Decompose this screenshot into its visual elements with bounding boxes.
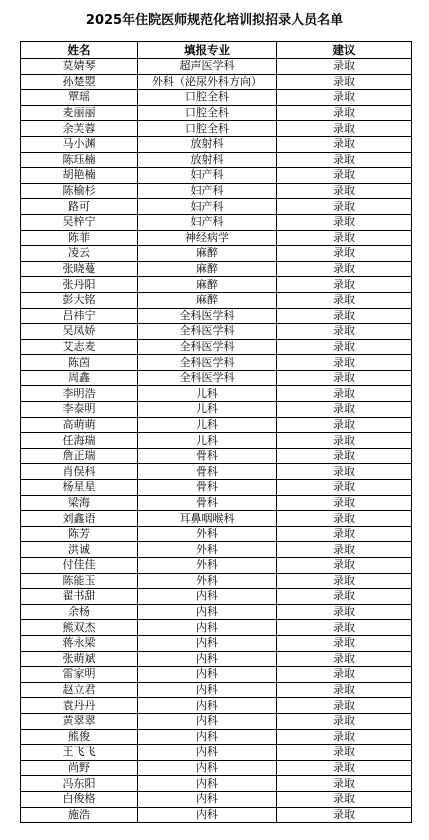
table-row — [21, 635, 412, 651]
cell-specialty: 内科 — [138, 760, 277, 776]
cell-recommendation: 录取 — [277, 433, 412, 449]
cell-specialty: 放射科 — [138, 152, 277, 168]
table-row — [21, 308, 412, 324]
cell-recommendation: 录取 — [277, 230, 412, 246]
table-row — [21, 433, 412, 449]
cell-name: 张晓蔓 — [21, 261, 138, 277]
table-row — [21, 230, 412, 246]
cell-recommendation: 录取 — [277, 59, 412, 75]
cell-specialty: 内科 — [138, 667, 277, 683]
cell-specialty: 麻醉 — [138, 261, 277, 277]
table-row — [21, 339, 412, 355]
cell-recommendation: 录取 — [277, 339, 412, 355]
cell-name: 付佳佳 — [21, 558, 138, 574]
header-name: 姓名 — [21, 42, 138, 59]
cell-recommendation: 录取 — [277, 90, 412, 106]
cell-specialty: 内科 — [138, 745, 277, 761]
cell-recommendation: 录取 — [277, 464, 412, 480]
cell-name: 熊双杰 — [21, 620, 138, 636]
cell-name: 覃瑶 — [21, 90, 138, 106]
table-row — [21, 573, 412, 589]
cell-specialty: 麻醉 — [138, 292, 277, 308]
roster-table — [20, 41, 412, 823]
table-row — [21, 698, 412, 714]
cell-name: 袁丹丹 — [21, 698, 138, 714]
cell-specialty: 口腔全科 — [138, 90, 277, 106]
cell-name: 詹正瑞 — [21, 448, 138, 464]
cell-recommendation: 录取 — [277, 105, 412, 121]
cell-recommendation: 录取 — [277, 589, 412, 605]
cell-recommendation: 录取 — [277, 635, 412, 651]
cell-name: 李泰明 — [21, 402, 138, 418]
cell-recommendation: 录取 — [277, 168, 412, 184]
cell-specialty: 骨科 — [138, 495, 277, 511]
cell-name: 高萌萌 — [21, 417, 138, 433]
cell-recommendation: 录取 — [277, 776, 412, 792]
cell-specialty: 内科 — [138, 729, 277, 745]
cell-recommendation: 录取 — [277, 261, 412, 277]
table-row — [21, 682, 412, 698]
table-row — [21, 59, 412, 75]
cell-recommendation: 录取 — [277, 542, 412, 558]
cell-recommendation: 录取 — [277, 526, 412, 542]
cell-recommendation: 录取 — [277, 448, 412, 464]
cell-recommendation: 录取 — [277, 292, 412, 308]
cell-recommendation: 录取 — [277, 152, 412, 168]
cell-specialty: 外科 — [138, 542, 277, 558]
table-row — [21, 417, 412, 433]
cell-specialty: 儿科 — [138, 417, 277, 433]
cell-name: 余芙蓉 — [21, 121, 138, 137]
table-row — [21, 495, 412, 511]
cell-specialty: 内科 — [138, 698, 277, 714]
cell-recommendation: 录取 — [277, 324, 412, 340]
cell-recommendation: 录取 — [277, 760, 412, 776]
cell-name: 吴梓宁 — [21, 214, 138, 230]
cell-specialty: 放射科 — [138, 136, 277, 152]
cell-name: 尚野 — [21, 760, 138, 776]
table-row — [21, 183, 412, 199]
cell-recommendation: 录取 — [277, 386, 412, 402]
cell-specialty: 外科 — [138, 526, 277, 542]
cell-name: 雷家明 — [21, 667, 138, 683]
table-row — [21, 745, 412, 761]
cell-specialty: 外科 — [138, 573, 277, 589]
cell-name: 张萌斌 — [21, 651, 138, 667]
cell-name: 吴凤娇 — [21, 324, 138, 340]
table-row — [21, 261, 412, 277]
cell-name: 梁海 — [21, 495, 138, 511]
cell-recommendation: 录取 — [277, 667, 412, 683]
cell-recommendation: 录取 — [277, 558, 412, 574]
table-row — [21, 199, 412, 215]
cell-name: 陈茵 — [21, 355, 138, 371]
cell-recommendation: 录取 — [277, 246, 412, 262]
cell-name: 蒋永梁 — [21, 635, 138, 651]
cell-recommendation: 录取 — [277, 745, 412, 761]
cell-recommendation: 录取 — [277, 791, 412, 807]
cell-specialty: 妇产科 — [138, 214, 277, 230]
cell-recommendation: 录取 — [277, 480, 412, 496]
cell-specialty: 全科医学科 — [138, 355, 277, 371]
cell-name: 彭大铭 — [21, 292, 138, 308]
cell-specialty: 内科 — [138, 682, 277, 698]
cell-specialty: 神经病学 — [138, 230, 277, 246]
cell-name: 翟书甜 — [21, 589, 138, 605]
cell-specialty: 内科 — [138, 620, 277, 636]
table-row — [21, 370, 412, 386]
cell-name: 凌云 — [21, 246, 138, 262]
cell-name: 余杨 — [21, 604, 138, 620]
cell-name: 张丹阳 — [21, 277, 138, 293]
cell-specialty: 全科医学科 — [138, 370, 277, 386]
cell-specialty: 口腔全科 — [138, 105, 277, 121]
cell-specialty: 麻醉 — [138, 277, 277, 293]
table-row — [21, 713, 412, 729]
cell-specialty: 内科 — [138, 604, 277, 620]
cell-name: 陈菲 — [21, 230, 138, 246]
table-row — [21, 480, 412, 496]
table-row — [21, 526, 412, 542]
table-row — [21, 121, 412, 137]
cell-name: 路可 — [21, 199, 138, 215]
table-row — [21, 292, 412, 308]
cell-specialty: 内科 — [138, 635, 277, 651]
cell-recommendation: 录取 — [277, 183, 412, 199]
cell-specialty: 儿科 — [138, 433, 277, 449]
cell-specialty: 妇产科 — [138, 183, 277, 199]
cell-specialty: 儿科 — [138, 402, 277, 418]
roster-body — [21, 59, 412, 823]
table-row — [21, 448, 412, 464]
cell-recommendation: 录取 — [277, 495, 412, 511]
cell-recommendation: 录取 — [277, 573, 412, 589]
cell-name: 马小渊 — [21, 136, 138, 152]
cell-recommendation: 录取 — [277, 136, 412, 152]
table-row — [21, 168, 412, 184]
cell-recommendation: 录取 — [277, 308, 412, 324]
table-row — [21, 402, 412, 418]
document-title: 2025年住院医师规范化培训拟招录人员名单 — [85, 13, 344, 28]
cell-name: 白俊格 — [21, 791, 138, 807]
cell-specialty: 妇产科 — [138, 168, 277, 184]
cell-name: 陈榆杉 — [21, 183, 138, 199]
cell-name: 吕祎宁 — [21, 308, 138, 324]
cell-recommendation: 录取 — [277, 199, 412, 215]
cell-specialty: 内科 — [138, 713, 277, 729]
cell-recommendation: 录取 — [277, 277, 412, 293]
cell-name: 胡艳楠 — [21, 168, 138, 184]
cell-recommendation: 录取 — [277, 807, 412, 823]
cell-name: 李明浩 — [21, 386, 138, 402]
cell-recommendation: 录取 — [277, 74, 412, 90]
cell-recommendation: 录取 — [277, 511, 412, 527]
table-row — [21, 136, 412, 152]
cell-recommendation: 录取 — [277, 402, 412, 418]
table-row — [21, 355, 412, 371]
cell-name: 肖俣科 — [21, 464, 138, 480]
table-row — [21, 542, 412, 558]
table-row — [21, 246, 412, 262]
cell-specialty: 外科 — [138, 558, 277, 574]
cell-specialty: 全科医学科 — [138, 324, 277, 340]
table-row — [21, 667, 412, 683]
cell-recommendation: 录取 — [277, 682, 412, 698]
cell-name: 陈能玉 — [21, 573, 138, 589]
cell-specialty: 骨科 — [138, 480, 277, 496]
table-row — [21, 464, 412, 480]
header-row — [21, 42, 412, 59]
table-row — [21, 558, 412, 574]
cell-name: 洪诚 — [21, 542, 138, 558]
table-row — [21, 729, 412, 745]
cell-name: 赵立君 — [21, 682, 138, 698]
cell-name: 冯东阳 — [21, 776, 138, 792]
cell-name: 陈芳 — [21, 526, 138, 542]
table-row — [21, 386, 412, 402]
cell-specialty: 全科医学科 — [138, 308, 277, 324]
table-row — [21, 214, 412, 230]
cell-name: 王飞飞 — [21, 745, 138, 761]
cell-name: 刘鑫语 — [21, 511, 138, 527]
cell-specialty: 儿科 — [138, 386, 277, 402]
table-row — [21, 791, 412, 807]
table-row — [21, 776, 412, 792]
cell-recommendation: 录取 — [277, 417, 412, 433]
cell-recommendation: 录取 — [277, 698, 412, 714]
header-recommendation: 建议 — [277, 42, 412, 59]
cell-specialty: 内科 — [138, 651, 277, 667]
cell-name: 黄翠翠 — [21, 713, 138, 729]
cell-recommendation: 录取 — [277, 620, 412, 636]
cell-specialty: 骨科 — [138, 464, 277, 480]
cell-specialty: 妇产科 — [138, 199, 277, 215]
cell-name: 杨星星 — [21, 480, 138, 496]
table-row — [21, 651, 412, 667]
cell-recommendation: 录取 — [277, 121, 412, 137]
table-row — [21, 760, 412, 776]
table-row — [21, 74, 412, 90]
cell-name: 周鑫 — [21, 370, 138, 386]
cell-name: 陈珏楠 — [21, 152, 138, 168]
table-row — [21, 589, 412, 605]
table-row — [21, 90, 412, 106]
cell-recommendation: 录取 — [277, 370, 412, 386]
table-row — [21, 324, 412, 340]
cell-name: 孙楚曌 — [21, 74, 138, 90]
cell-recommendation: 录取 — [277, 604, 412, 620]
cell-name: 施浩 — [21, 807, 138, 823]
cell-recommendation: 录取 — [277, 713, 412, 729]
cell-specialty: 内科 — [138, 791, 277, 807]
cell-specialty: 骨科 — [138, 448, 277, 464]
table-row — [21, 152, 412, 168]
cell-recommendation: 录取 — [277, 651, 412, 667]
cell-specialty: 超声医学科 — [138, 59, 277, 75]
cell-specialty: 全科医学科 — [138, 339, 277, 355]
cell-name: 艾志麦 — [21, 339, 138, 355]
cell-specialty: 内科 — [138, 589, 277, 605]
header-specialty: 填报专业 — [138, 42, 277, 59]
cell-recommendation: 录取 — [277, 214, 412, 230]
table-row — [21, 277, 412, 293]
table-row — [21, 620, 412, 636]
cell-specialty: 内科 — [138, 807, 277, 823]
cell-recommendation: 录取 — [277, 729, 412, 745]
table-row — [21, 105, 412, 121]
table-row — [21, 604, 412, 620]
cell-name: 任海瑞 — [21, 433, 138, 449]
cell-name: 熊俊 — [21, 729, 138, 745]
table-row — [21, 807, 412, 823]
cell-specialty: 口腔全科 — [138, 121, 277, 137]
cell-recommendation: 录取 — [277, 355, 412, 371]
cell-specialty: 麻醉 — [138, 246, 277, 262]
cell-specialty: 内科 — [138, 776, 277, 792]
cell-name: 莫婧琴 — [21, 59, 138, 75]
table-row — [21, 511, 412, 527]
cell-specialty: 耳鼻咽喉科 — [138, 511, 277, 527]
cell-name: 麦丽丽 — [21, 105, 138, 121]
cell-specialty: 外科（泌尿外科方向） — [138, 74, 277, 90]
